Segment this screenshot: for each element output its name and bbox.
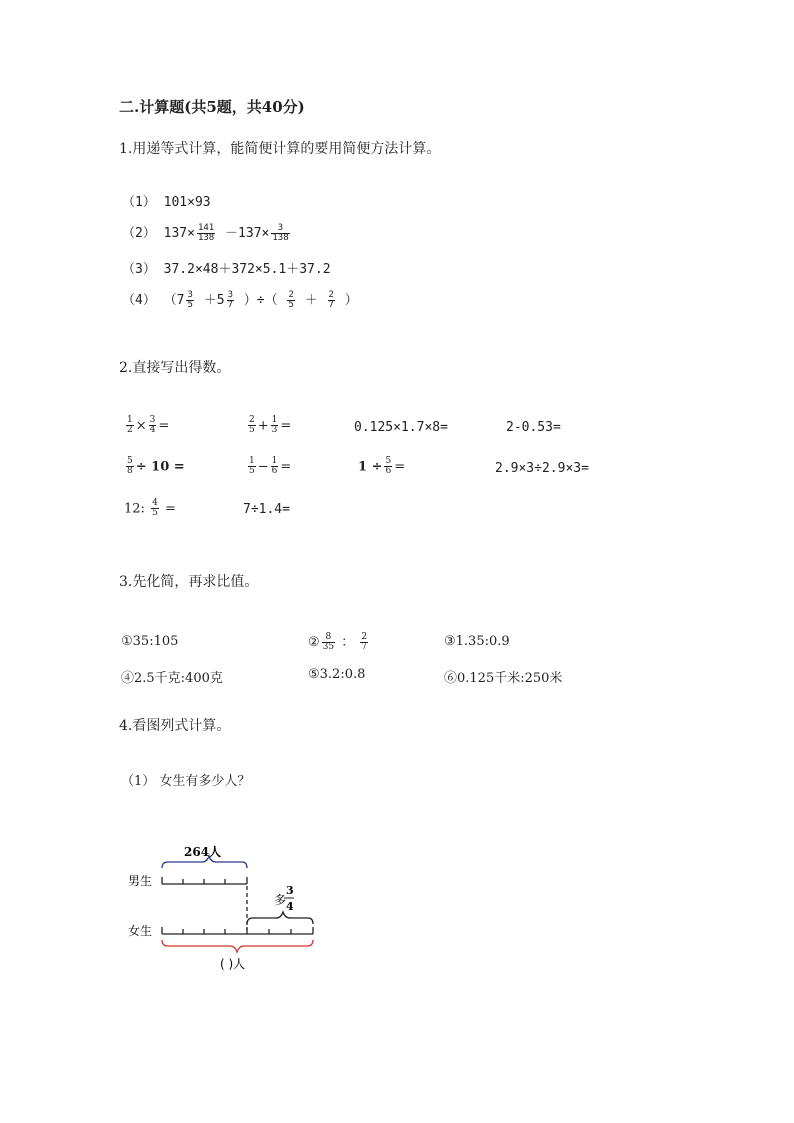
q1-item-2-mid: －137× bbox=[217, 226, 270, 241]
fraction: $\frac{5}{8}$ bbox=[127, 456, 133, 477]
fraction: $\frac{1}{5}$ bbox=[249, 456, 255, 477]
q1-item-1: （1） 101×93 bbox=[122, 195, 211, 210]
fraction: $\frac{3}{4}$ bbox=[149, 415, 156, 436]
q2-r2-b bbox=[246, 457, 291, 477]
more-numerator: 3 bbox=[286, 884, 294, 897]
q1-item-2 bbox=[122, 222, 292, 243]
boys-count: 264人 bbox=[184, 845, 222, 859]
q3-item-6: ⑥0.125千米:250米 bbox=[444, 671, 563, 686]
girls-answer: ( )人 bbox=[220, 957, 246, 971]
more-denominator: 4 bbox=[286, 900, 294, 913]
fraction: $\frac{8}{35}$ bbox=[322, 631, 335, 652]
equals: = bbox=[280, 459, 292, 475]
q1-item-3: （3） 37.2×48＋372×5.1＋37.2 bbox=[122, 262, 331, 277]
twelve-colon: 12: bbox=[124, 501, 145, 517]
one-divide: 1 ÷ bbox=[358, 459, 383, 475]
operator: − bbox=[257, 459, 269, 475]
equals: = bbox=[158, 418, 170, 434]
q3-item-5: ⑤3.2:0.8 bbox=[308, 667, 366, 682]
colon: ： bbox=[337, 635, 359, 650]
q3-item-1: ①35:105 bbox=[121, 634, 179, 649]
fraction: $\frac{2}{5}$ bbox=[249, 415, 255, 436]
plus: ＋ bbox=[296, 293, 326, 308]
q1-item-4-label: （4） （7 bbox=[122, 293, 185, 308]
fraction: $\frac{2}{5}$ bbox=[288, 289, 294, 310]
equals: = bbox=[164, 501, 176, 517]
operator: + bbox=[257, 418, 269, 434]
boys-line bbox=[162, 877, 247, 884]
q3-item-2 bbox=[308, 631, 370, 652]
question-3-title: 3.先化简，再求比值。 bbox=[119, 574, 259, 590]
more-brace bbox=[247, 912, 313, 924]
q2-r1-d: 2-0.53= bbox=[506, 420, 561, 435]
section-title: 二.计算题(共5题，共40分) bbox=[119, 98, 305, 116]
more-text: 多 bbox=[274, 893, 287, 907]
divide-10: ÷ 10 = bbox=[135, 459, 185, 475]
fraction: $\frac{1}{2}$ bbox=[127, 415, 133, 436]
fraction: $\frac{3}{138}$ bbox=[272, 222, 289, 243]
girls-label: 女生 bbox=[128, 924, 153, 938]
q2-r3-a bbox=[124, 499, 176, 519]
q3-item-4: ④2.5千克:400克 bbox=[121, 671, 223, 686]
q1-item-2-label: （2） 137× bbox=[122, 226, 195, 241]
fraction: $\frac{2}{7}$ bbox=[361, 631, 368, 652]
equals: = bbox=[394, 459, 406, 475]
fraction: $\frac{2}{7}$ bbox=[328, 289, 334, 310]
close-paren: ） bbox=[336, 293, 358, 308]
fraction: $\frac{1}{6}$ bbox=[271, 456, 278, 477]
q4-sub-1: （1） 女生有多少人？ bbox=[121, 774, 251, 789]
question-4-title: 4.看图列式计算。 bbox=[119, 718, 231, 734]
fraction: $\frac{4}{5}$ bbox=[152, 498, 158, 519]
fraction: $\frac{1}{3}$ bbox=[271, 415, 278, 436]
plus-5: ＋5 bbox=[195, 293, 225, 308]
fraction: $\frac{3}{5}$ bbox=[187, 289, 193, 310]
q2-r1-c: 0.125×1.7×8= bbox=[354, 420, 448, 435]
girls-line bbox=[162, 927, 313, 934]
q2-r3-b: 7÷1.4= bbox=[243, 502, 290, 517]
q2-r1-a bbox=[124, 416, 169, 436]
question-1-title: 1.用递等式计算，能简便计算的要用简便方法计算。 bbox=[119, 141, 441, 157]
q2-r1-b bbox=[246, 416, 291, 436]
fraction: $\frac{5}{6}$ bbox=[385, 456, 392, 477]
fraction: $\frac{3}{7}$ bbox=[227, 289, 233, 310]
q1-item-4 bbox=[122, 289, 358, 310]
q2-r2-a bbox=[124, 457, 185, 477]
line-segment-diagram bbox=[110, 830, 340, 980]
divide: ）÷（ bbox=[235, 293, 286, 308]
circled-2: ② bbox=[308, 635, 320, 650]
q2-r2-d: 2.9×3÷2.9×3= bbox=[495, 461, 589, 476]
girls-brace bbox=[162, 940, 313, 952]
q3-item-3: ③1.35:0.9 bbox=[444, 634, 510, 649]
boys-label: 男生 bbox=[128, 874, 153, 888]
operator: × bbox=[135, 418, 147, 434]
fraction: $\frac{141}{138}$ bbox=[197, 222, 215, 243]
q2-r2-c bbox=[358, 457, 405, 477]
question-2-title: 2.直接写出得数。 bbox=[119, 360, 231, 376]
equals: = bbox=[280, 418, 292, 434]
